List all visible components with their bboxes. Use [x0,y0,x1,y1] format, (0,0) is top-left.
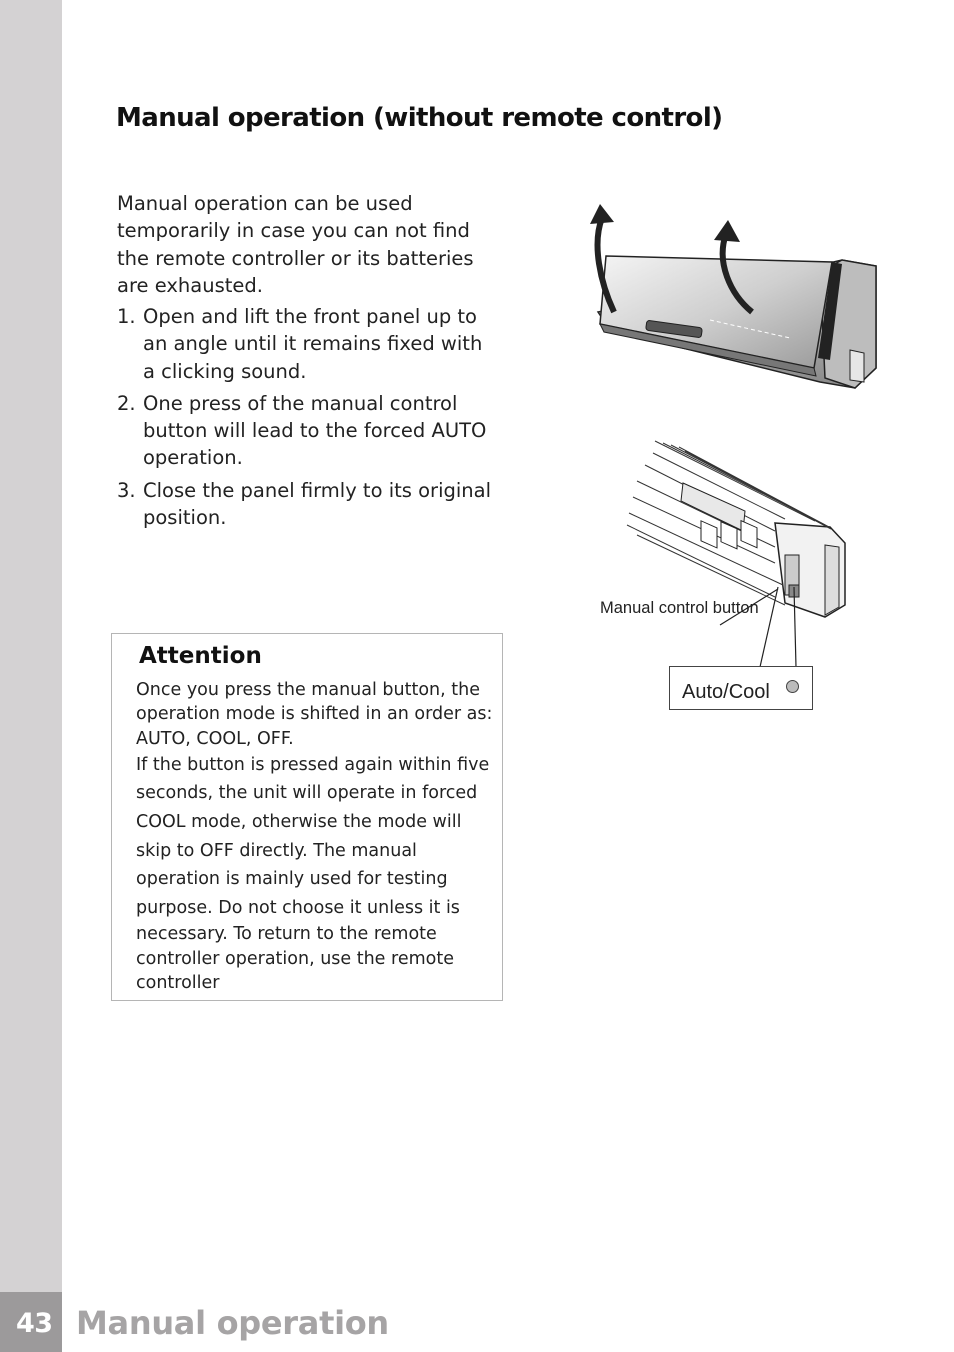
attention-paragraph-3: necessary. To return to the remote controller operation, use the remote controller [136,924,454,994]
steps-list [117,303,497,536]
callout-lines [600,575,840,675]
step-text: Close the panel firmly to its original position. [143,478,492,530]
attention-title: Attention [139,643,262,669]
step-text: One press of the manual control button will lead to the forced AUTO operation. [143,391,487,470]
step-number: 2. [117,391,136,415]
ac-unit-illustration [580,200,890,400]
page-number: 43 [16,1308,53,1339]
attention-paragraph-1: Once you press the manual button, the operation mode is shifted in an order as: AUTO, COOL, OFF. [136,680,493,749]
indicator-led-icon [786,680,799,693]
footer-section-title: Manual operation [76,1304,389,1342]
auto-cool-label: Auto/Cool [682,681,770,703]
page-title: Manual operation (without remote control) [116,103,723,133]
step-item [117,477,497,532]
step-item [117,390,497,472]
step-number: 1. [117,305,136,328]
step-text: Open and lift the front panel up to an angle until it remains fixed with a clicking sound. [143,305,483,383]
attention-body [136,678,498,995]
manual-control-button-label: Manual control button [600,599,759,617]
side-bar [0,0,62,1352]
attention-paragraph-2: If the button is pressed again within five seconds, the unit will operate in forced COOL mode, otherwise the mode will skip to OFF directly. The manual operation is mainly used for testing purpose. Do not choose it unless it is [136,754,490,918]
intro-paragraph: Manual operation can be used temporarily in case you can not find the remote controller or its batteries are exhausted. [117,192,474,297]
step-item [117,303,497,385]
step-number: 3. [117,478,136,502]
